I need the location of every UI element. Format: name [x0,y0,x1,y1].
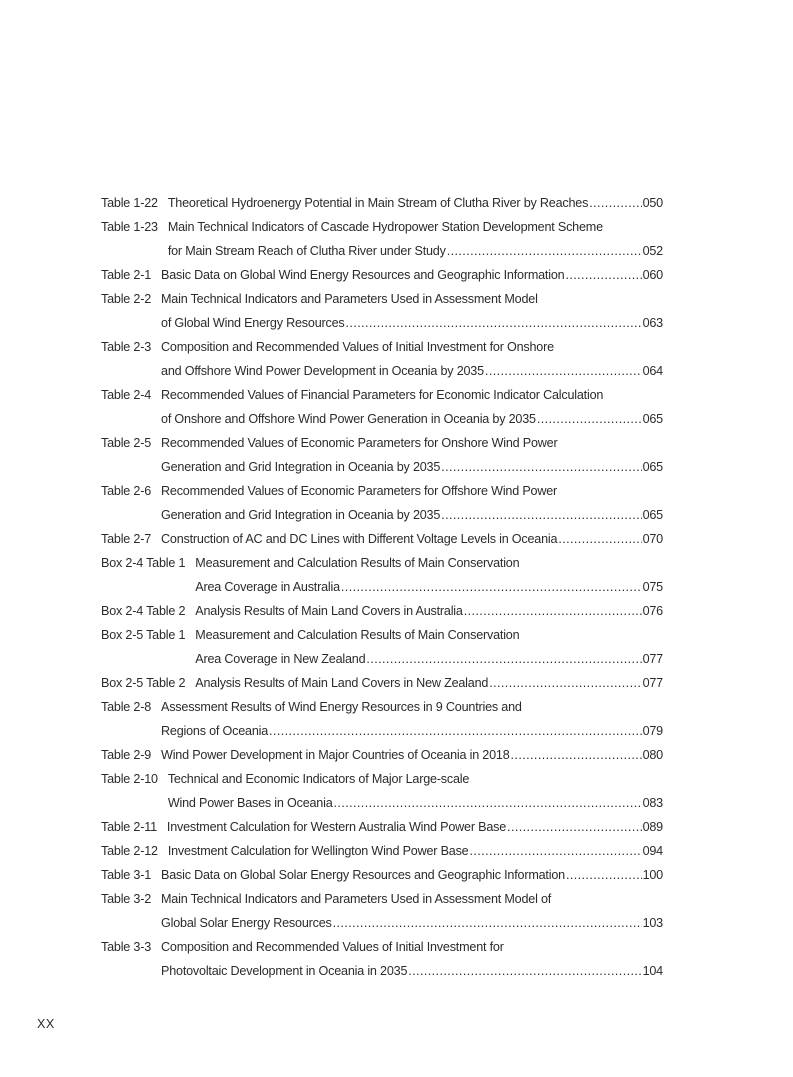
dot-leader [464,599,642,623]
table-label: Table 2-2 [101,292,152,306]
entry-body [195,623,663,671]
dot-leader [334,791,642,815]
page-ref[interactable]: 094 [642,844,663,858]
toc-entry[interactable] [101,767,663,815]
title-line: Measurement and Calculation Results of Main Conservation [195,556,520,570]
table-label: Table 2-7 [101,532,152,546]
toc-entry[interactable] [101,335,663,383]
title-line [195,671,663,695]
table-label: Table 3-3 [101,940,152,954]
page-ref[interactable]: 050 [642,196,663,210]
table-label: Table 2-5 [101,436,152,450]
title-text: Regions of Oceania [161,724,269,738]
entry-body [168,767,663,815]
title-line [195,647,663,671]
toc-entry[interactable] [101,671,663,695]
page-ref[interactable]: 089 [642,820,663,834]
title-line: Main Technical Indicators and Parameters Used in Assessment Model of [161,892,552,906]
title-text: Global Solar Energy Resources [161,916,332,930]
page-ref[interactable]: 065 [642,460,663,474]
table-label: Table 2-3 [101,340,152,354]
toc-entry[interactable] [101,215,663,263]
title-text: and Offshore Wind Power Development in Oceania by 2035 [161,364,484,378]
entry-body [168,215,663,263]
page-number: XX [37,1017,55,1031]
title-line [161,719,663,743]
page-ref[interactable]: 075 [642,580,663,594]
toc-entry[interactable] [101,839,663,863]
title-line: Assessment Results of Wind Energy Resources in 9 Countries and [161,700,522,714]
toc-entry[interactable] [101,935,663,983]
title-text: Analysis Results of Main Land Covers in Australia [195,604,463,618]
page-ref[interactable]: 065 [642,412,663,426]
table-label: Table 3-1 [101,868,152,882]
entry-body [161,431,663,479]
entry-body [161,695,663,743]
page-ref[interactable]: 077 [642,652,663,666]
title-line [168,839,663,863]
toc-entry[interactable] [101,551,663,599]
title-line: Main Technical Indicators and Parameters Used in Assessment Model [161,292,538,306]
dot-leader [566,863,642,887]
toc-entry[interactable] [101,287,663,335]
table-label: Box 2-5 Table 1 [101,628,186,642]
title-line [161,359,663,383]
table-label: Table 2-4 [101,388,152,402]
page-ref[interactable]: 080 [642,748,663,762]
page-ref[interactable]: 070 [642,532,663,546]
title-line [195,575,663,599]
dot-leader [565,263,641,287]
table-label: Box 2-4 Table 2 [101,604,186,618]
entry-body [161,743,663,767]
title-text: for Main Stream Reach of Clutha River under Study [167,244,446,258]
toc-entry[interactable] [101,863,663,887]
title-text: Analysis Results of Main Land Covers in New Zealand [195,676,489,690]
dot-leader [489,671,641,695]
title-line: Recommended Values of Financial Parameters for Economic Indicator Calculation [161,388,604,402]
toc-entry[interactable] [101,623,663,671]
page-ref[interactable]: 076 [642,604,663,618]
title-text: Photovoltaic Development in Oceania in 2035 [161,964,408,978]
page-ref[interactable]: 077 [642,676,663,690]
title-line: Recommended Values of Economic Parameters for Offshore Wind Power [161,484,558,498]
page-ref[interactable]: 060 [642,268,663,282]
title-line [161,455,663,479]
table-label: Table 2-8 [101,700,152,714]
toc-entry[interactable] [101,527,663,551]
title-text: Area Coverage in Australia [195,580,340,594]
toc-entry[interactable] [101,191,663,215]
title-line [161,743,663,767]
title-line: Composition and Recommended Values of Initial Investment for [161,940,504,954]
toc-entry[interactable] [101,815,663,839]
dot-leader [441,455,641,479]
entry-body [167,815,663,839]
title-text: Wind Power Bases in Oceania [167,796,333,810]
title-line: Technical and Economic Indicators of Major Large-scale [167,772,470,786]
toc-entry[interactable] [101,599,663,623]
dot-leader [346,311,642,335]
dot-leader [447,239,642,263]
page-ref[interactable]: 063 [642,316,663,330]
page-ref[interactable]: 103 [642,916,663,930]
table-label: Table 2-1 [101,268,152,282]
title-text: Investment Calculation for Wellington Wind Power Base [167,844,469,858]
table-label: Table 2-10 [101,772,158,786]
title-line [168,239,663,263]
dot-leader [269,719,642,743]
entry-body [195,671,663,695]
page-ref[interactable]: 065 [642,508,663,522]
title-text: Basic Data on Global Solar Energy Resources and Geographic Information [161,868,565,882]
dot-leader [366,647,641,671]
toc-entry[interactable] [101,887,663,935]
title-line [168,191,663,215]
title-line [161,503,663,527]
title-text: Basic Data on Global Wind Energy Resources and Geographic Information [161,268,565,282]
title-text: Investment Calculation for Western Australia Wind Power Base [166,820,507,834]
entry-body [161,887,663,935]
dot-leader [589,191,641,215]
title-line [161,263,663,287]
dot-leader [558,527,641,551]
table-label: Table 2-12 [101,844,158,858]
table-label: Table 1-22 [101,196,158,210]
title-line: Measurement and Calculation Results of Main Conservation [195,628,520,642]
title-text: Area Coverage in New Zealand [195,652,366,666]
table-label: Box 2-5 Table 2 [101,676,186,690]
dot-leader [485,359,642,383]
title-text: Theoretical Hydroenergy Potential in Main Stream of Clutha River by Reaches [167,196,589,210]
dot-leader [469,839,641,863]
title-line [161,311,663,335]
title-line [161,911,663,935]
dot-leader [341,575,642,599]
page-ref[interactable]: 079 [642,724,663,738]
entry-body [161,863,663,887]
title-line [195,599,663,623]
title-line [168,791,663,815]
page-ref[interactable]: 104 [642,964,663,978]
title-text: Generation and Grid Integration in Oceania by 2035 [161,508,441,522]
page-ref[interactable]: 100 [642,868,663,882]
entry-body [168,191,663,215]
dot-leader [333,911,642,935]
title-text: of Global Wind Energy Resources [161,316,345,330]
title-line: Composition and Recommended Values of Initial Investment for Onshore [161,340,554,354]
table-label: Table 2-9 [101,748,152,762]
title-text: Construction of AC and DC Lines with Different Voltage Levels in Oceania [161,532,558,546]
entry-body [161,935,663,983]
title-line [161,407,663,431]
toc-entry[interactable] [101,431,663,479]
table-label: Table 3-2 [101,892,152,906]
toc-entry[interactable] [101,743,663,767]
table-label: Table 2-11 [101,820,157,834]
dot-leader [507,815,642,839]
dot-leader [511,743,642,767]
dot-leader [441,503,641,527]
entry-body [168,839,663,863]
toc-entry[interactable] [101,383,663,431]
toc-entry[interactable] [101,479,663,527]
table-label: Table 2-6 [101,484,152,498]
entry-body [195,551,663,599]
title-text: of Onshore and Offshore Wind Power Generation in Oceania by 2035 [161,412,536,426]
title-text: Generation and Grid Integration in Oceania by 2035 [161,460,441,474]
entry-body [161,335,663,383]
page-ref[interactable]: 052 [642,244,663,258]
entry-body [195,599,663,623]
table-of-tables [101,191,663,983]
page-ref[interactable]: 083 [642,796,663,810]
entry-body [161,383,663,431]
title-line [161,959,663,983]
entry-body [161,287,663,335]
title-line [161,527,663,551]
entry-body [161,479,663,527]
page-ref[interactable]: 064 [642,364,663,378]
dot-leader [537,407,642,431]
toc-entry[interactable] [101,263,663,287]
title-line [161,863,663,887]
entry-body [161,527,663,551]
title-line: Main Technical Indicators of Cascade Hydropower Station Development Scheme [167,220,603,234]
title-text: Wind Power Development in Major Countries of Oceania in 2018 [161,748,510,762]
dot-leader [408,959,641,983]
table-label: Table 1-23 [101,220,158,234]
entry-body [161,263,663,287]
title-line: Recommended Values of Economic Parameters for Onshore Wind Power [161,436,558,450]
title-line [167,815,663,839]
toc-entry[interactable] [101,695,663,743]
table-label: Box 2-4 Table 1 [101,556,186,570]
